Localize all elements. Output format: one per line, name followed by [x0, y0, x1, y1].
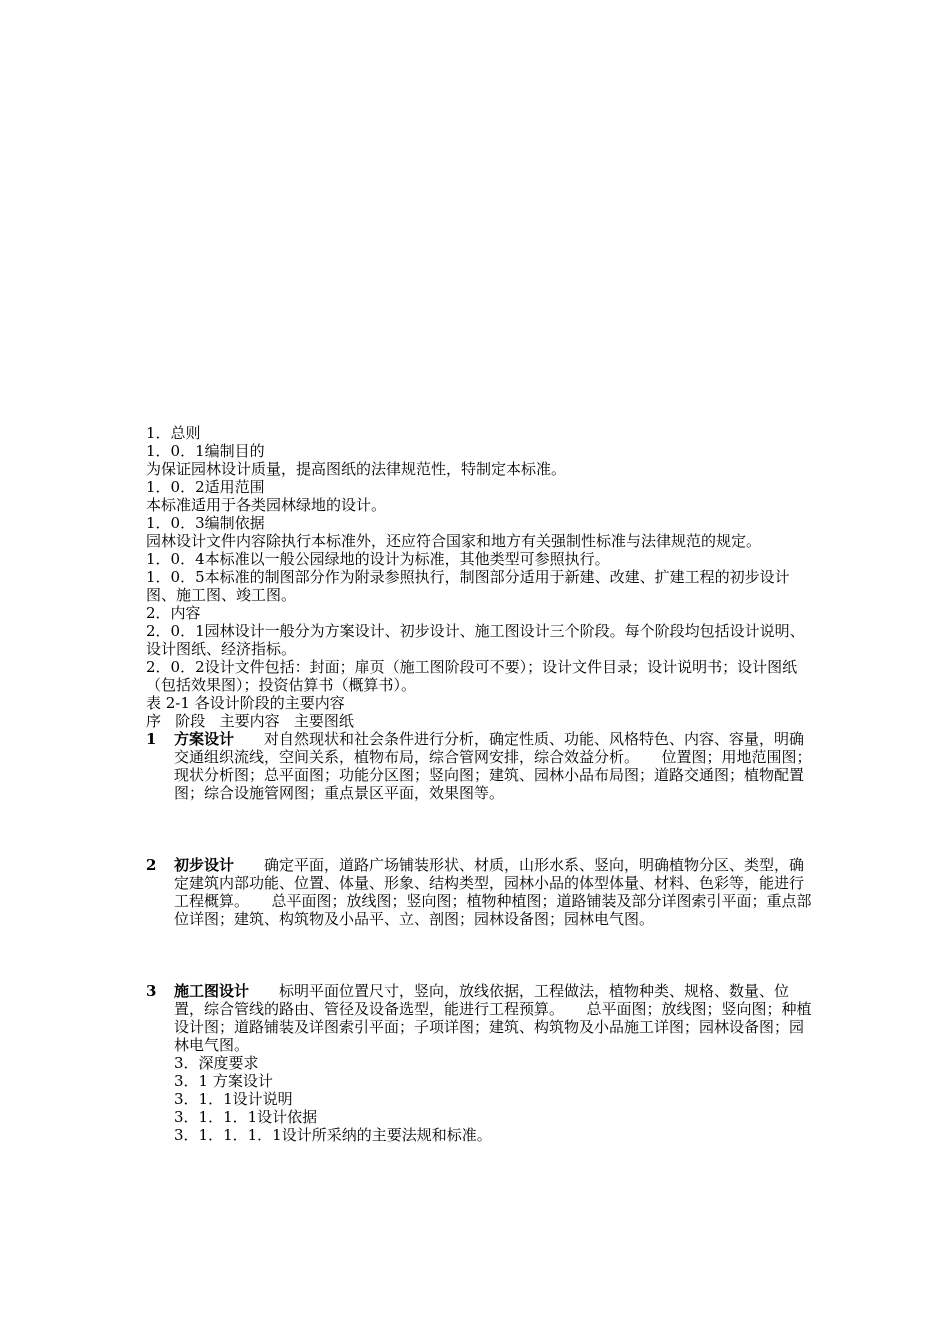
clause-1-0-1-title: 1．0．1编制目的	[146, 442, 265, 460]
section-2-title: 2．内容	[146, 604, 201, 622]
clause-1-0-3-text: 园林设计文件内容除执行本标准外，还应符合国家和地方有关强制性标准与法律规范的规定。	[146, 532, 762, 550]
stage-number: 2	[146, 856, 157, 874]
clause-3-1-1-title: 3．1．1设计说明	[174, 1090, 293, 1108]
clause-3-1-1-1-title: 3．1．1．1设计依据	[174, 1108, 318, 1126]
clause-3-1-1-1-1-text: 3．1．1．1．1设计所采纳的主要法规和标准。	[174, 1126, 492, 1144]
section-3-title: 3．深度要求	[174, 1054, 259, 1072]
stage-number: 3	[146, 982, 157, 1000]
clause-1-0-3-title: 1．0．3编制依据	[146, 514, 265, 532]
stage-drawings: 总平面图；放线图；竖向图；种植设计图；道路铺装及详图索引平面；子项详图；建筑、构筑物及小品施工详图；园林设备图；园林电气图。	[174, 1000, 812, 1054]
clause-1-0-5: 1．0．5本标准的制图部分作为附录参照执行，制图部分适用于新建、改建、扩建工程的初步设计图、施工图、竣工图。	[146, 568, 790, 604]
table-caption: 表 2-1 各设计阶段的主要内容	[146, 694, 345, 712]
stage-row-1	[146, 730, 816, 802]
clause-2-0-1: 2．0．1园林设计一般分为方案设计、初步设计、施工图设计三个阶段。每个阶段均包括设计说明、设计图纸、经济指标。	[146, 622, 805, 658]
clause-2-0-2: 2．0．2设计文件包括：封面；扉页（施工图阶段可不要）；设计文件目录；设计说明书；设计图纸（包括效果图）；投资估算书（概算书）。	[146, 658, 798, 694]
clause-1-0-1-text: 为保证园林设计质量，提高图纸的法律规范性，特制定本标准。	[146, 460, 567, 478]
section-1-title: 1．总则	[146, 424, 201, 442]
clause-3-1-title: 3．1 方案设计	[174, 1072, 273, 1090]
clause-1-0-2-title: 1．0．2适用范围	[146, 478, 265, 496]
clause-1-0-2-text: 本标准适用于各类园林绿地的设计。	[146, 496, 387, 514]
stage-name: 初步设计	[174, 856, 235, 874]
stage-row-3	[146, 982, 816, 1144]
stage-name: 方案设计	[174, 730, 235, 748]
stage-content: 标明平面位置尺寸，竖向，放线依据，工程做法，植物种类、规格、数量、位置，综合管线的路由、管径及设备选型，能进行工程预算。	[174, 982, 790, 1018]
stage-row-2	[146, 856, 816, 928]
document-body	[146, 424, 816, 1144]
table-header: 序 阶段 主要内容 主要图纸	[146, 712, 354, 730]
stage-drawings: 总平面图；放线图；竖向图；植物种植图；道路铺装及部分详图索引平面；重点部位详图；建筑、构筑物及小品平、立、剖图；园林设备图；园林电气图。	[174, 892, 812, 928]
stage-number: 1	[146, 730, 157, 748]
clause-1-0-4: 1．0．4本标准以一般公园绿地的设计为标准，其他类型可参照执行。	[146, 550, 610, 568]
stage-content: 对自然现状和社会条件进行分析，确定性质、功能、风格特色、内容、容量，明确交通组织流线，空间关系，植物布局，综合管网安排，综合效益分析。	[174, 730, 805, 766]
stage-name: 施工图设计	[174, 982, 250, 1000]
stage-content: 确定平面，道路广场铺装形状、材质，山形水系、竖向，明确植物分区、类型，确定建筑内部功能、位置、体量、形象、结构类型，园林小品的体型体量、材料、色彩等，能进行工程概算。	[174, 856, 805, 910]
stage-drawings: 位置图；用地范围图；现状分析图；总平面图；功能分区图；竖向图；建筑、园林小品布局图；道路交通图；植物配置图；综合设施管网图；重点景区平面，效果图等。	[174, 748, 812, 802]
